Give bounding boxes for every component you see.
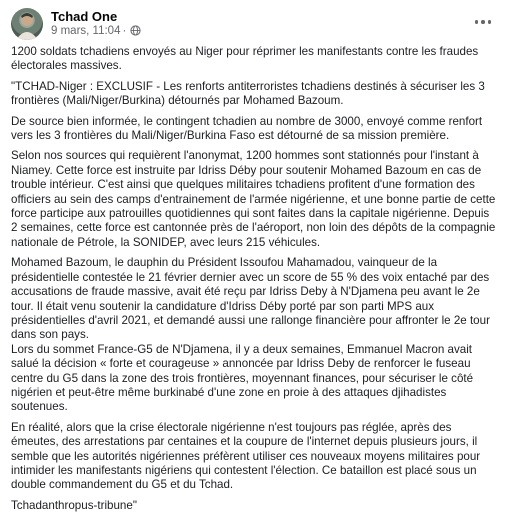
post-paragraph: Selon nos sources qui requièrent l'anonymat, 1200 hommes sont stationnés pour l'instant à Niamey. Cette force est instruite par Idriss Déby pour soutenir Mohamed Bazoum en cas de trouble intérieur. C'est ainsi que quelques militaires tchadiens profitent d'une formation des officiers au sein des camps d'entrainement de l'armée nigérienne, et une bonne partie de cette force participe aux patrouilles quotidiennes qui sont faites dans la capitale nigérienne. Depuis 2 semaines, cette force est cantonnée près de l'aéroport, non loin des dépôts de la compagnie nationale de Pétrole, la SONIDEP, avec leurs 215 véhicules.: [11, 149, 496, 249]
post-paragraph: Tchadanthropus-tribune": [11, 498, 137, 512]
post-paragraph: En réalité, alors que la crise électorale nigérienne n'est toujours pas réglée, après des émeutes, des arrestations par centaines et la coupure de l'internet depuis plusieurs jours, il semble que les autorités nigériennes préfèrent utiliser ces nouveaux moyens militaires pour intimider les manifestants nigériens qui contestent l'élection. Ce bataillon est placé sous un double commandement du G5 et du Tchad.: [11, 420, 481, 492]
post-paragraph: Mohamed Bazoum, le dauphin du Président Issoufou Mahamadou, vainqueur de la présidentielle contestée le 21 février dernier avec un score de 55 % des voix entaché par des accusations de fraude massive, avait été reçu par Idriss Deby à N'Djamena peu avant le 2e tour. Il était venu soutenir la candidature d'Idriss Déby porté par son parti MPS aux présidentielles d'avril 2021, et demandé aussi une rallonge financière pour affronter le 2e tour dans son pays. Lors du sommet France-G5 de N'Djamena, il y a deux semaines, Emmanuel Macron avait salué la décision « forte et courageuse » annoncée par Idriss Deby de renforcer le fuseau centre du G5 dans la zone des trois frontières, moyennant finances, pour sécuriser le côté nigérien et peut-être même burkinabé d'une zone en proie à des attaques djihadistes soutenues.: [11, 256, 490, 414]
avatar-image: [11, 8, 43, 40]
author-avatar[interactable]: [11, 8, 43, 40]
more-options-button[interactable]: [471, 14, 495, 30]
author-name[interactable]: Tchad One: [51, 9, 118, 24]
more-options-icon: [488, 20, 492, 24]
globe-icon: [130, 25, 141, 36]
post-paragraph: De source bien informée, le contingent tchadien au nombre de 3000, envoyé comme renfort vers les 3 frontières du Mali/Niger/Burkina Faso est détourné de sa mission première.: [11, 114, 483, 143]
more-options-icon: [475, 20, 479, 24]
post-body: [11, 45, 497, 519]
post-timestamp[interactable]: 9 mars, 11:04: [51, 25, 121, 37]
meta-separator: ·: [122, 25, 127, 37]
more-options-icon: [481, 20, 485, 24]
post-paragraph: 1200 soldats tchadiens envoyés au Niger pour réprimer les manifestants contre les fraudes électorales massives.: [11, 45, 479, 73]
post-header: [11, 8, 501, 40]
post-paragraph: "TCHAD-Niger : EXCLUSIF - Les renforts antiterroristes tchadiens destinés à sécuriser les 3 frontières (Mali/Niger/Burkina) détournés par Mohamed Bazoum.: [11, 79, 485, 108]
post-meta: [51, 25, 141, 37]
